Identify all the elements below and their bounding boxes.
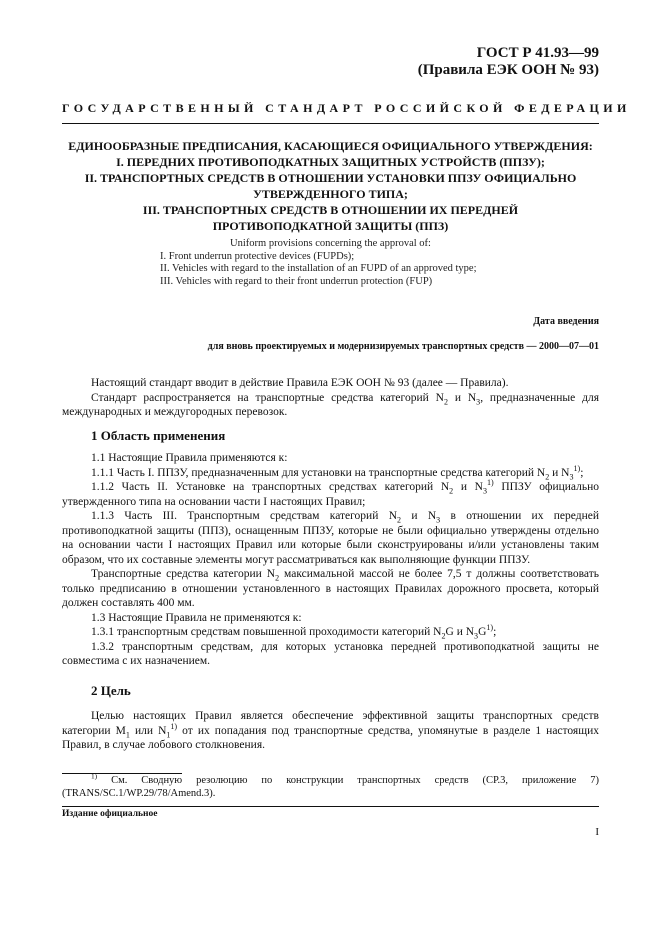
footnote-ref: 1) [573,463,581,473]
intro-section [62,376,599,420]
clause-1-1-2: 1.1.2 Часть II. Установке на транспортных средствах категорий $N_2$ и $N_3^{1)}$ ППЗУ официально утвержденного типа на основании части I настоящих Правил; [62,478,600,508]
english-intro: Uniform provisions concerning the approval of: [230,238,431,249]
date-intro-label: Дата введения [533,316,599,327]
title-line: II. ТРАНСПОРТНЫХ СРЕДСТВ В ОТНОШЕНИИ УСТАНОВКИ ППЗУ ОФИЦИАЛЬНО [84,171,577,185]
footnote-marker: 1) [91,771,98,781]
clause-1-3-2: 1.3.2 транспортным средствам, для которых установка передней противоподкатной защиты не совместима с их назначением. [62,640,599,667]
english-item: II. Vehicles with regard to the installation of an FUPD of an approved type; [160,263,477,274]
clause-1-1: 1.1 Настоящие Правила применяются к: [91,452,288,464]
english-title [62,238,599,288]
footnote-ref: 1) [170,721,178,731]
english-item: I. Front underrun protective devices (FUPDs); [160,250,355,262]
date-intro-value: для вновь проектируемых и модернизируемых транспортных средств — 2000—07—01 [207,341,599,352]
edition-divider [62,806,599,807]
title-line: УТВЕРЖДЕННОГО ТИПА; [253,187,408,201]
section-2-body [62,709,599,753]
section-1-heading: 1 Область применения [91,428,226,443]
standard-code-block [418,45,599,79]
english-item: III. Vehicles with regard to their front underrun protection (FUP) [160,275,433,287]
title-line: III. ТРАНСПОРТНЫХ СРЕДСТВ В ОТНОШЕНИИ ИХ ПЕРЕДНЕЙ [142,203,519,217]
title-line: ЕДИНООБРАЗНЫЕ ПРЕДПИСАНИЯ, КАСАЮЩИЕСЯ ОФИЦИАЛЬНОГО УТВЕРЖДЕНИЯ: [68,139,593,153]
standard-code: ГОСТ Р 41.93—99 [476,45,599,61]
purpose-paragraph: Целью настоящих Правил является обеспечение эффективной защиты транспортных средств категории $M_1$ или $N_1^{1)}$ от их попадания под транспортные средства, упомянутые в разделе 1 настоящих Правил, в случае лобового столкновения. [62,710,599,751]
intro-paragraph: Стандарт распространяется на транспортные средства категорий $N_2$ и $N_3$, предназначенные для международных и междугородных перевозок. [62,391,599,418]
clause-1-3: 1.3 Настоящие Правила не применяются к: [91,611,302,624]
page-number: I [595,826,599,838]
intro-paragraph: Настоящий стандарт вводит в действие Правила ЕЭК ООН № 93 (далее — Правила). [91,377,509,389]
title-line: ПРОТИВОПОДКАТНОЙ ЗАЩИТЫ (ППЗ) [212,219,449,233]
section-2-heading: 2 Цель [91,683,131,698]
edition-label: Издание официальное [62,809,158,819]
footnote-ref: 1) [486,623,494,633]
footnote-text: $^{1)}$ См. Сводную резолюцию по конструкции транспортных средств (СР.3, приложение 7) (TRANS/SC.1/WP.29/78/Amend.3). [62,771,600,799]
footnote [62,771,600,800]
section-1-body [62,451,599,669]
document-title [62,138,599,234]
rules-number: (Правила ЕЭК ООН № 93) [417,62,599,78]
banner-divider [62,123,599,124]
clause-1-1-3: 1.1.3 Часть III. Транспортным средствам категорий $N_2$ и $N_3$ в отношении их передней противоподкатной защиты (ППЗ), оснащенным ППЗУ, которые не были официально утверждены отдельно на основании части I настоящих Правил или которые были сконструированы и/или установлены таким образом, что их составные элементы могут рассматриваться как выполняющие функции ППЗУ. [62,510,599,566]
footnote-ref: 1) [487,478,494,488]
clause-n2-note: Транспортные средства категории $N_2$ максимальной массой не более 7,5 т должны соответствовать только предписанию в отношении установленного в настоящих Правилах дорожного просвета, который должен составлять 400 мм. [62,568,599,609]
title-line: I. ПЕРЕДНИХ ПРОТИВОПОДКАТНЫХ ЗАЩИТНЫХ УСТРОЙСТВ (ППЗУ); [116,155,545,169]
standard-banner: ГОСУДАРСТВЕННЫЙ СТАНДАРТ РОССИЙСКОЙ ФЕДЕРАЦИИ [62,101,631,115]
clause-1-3-1: 1.3.1 транспортным средствам повышенной проходимости категорий $N_2G$ и $N_3G^{1)}$; [91,623,497,641]
clause-1-1-1: 1.1.1 Часть I. ППЗУ, предназначенным для установки на транспортные средства категорий $N_2$ и $N_3^{1)}$; [91,463,584,481]
